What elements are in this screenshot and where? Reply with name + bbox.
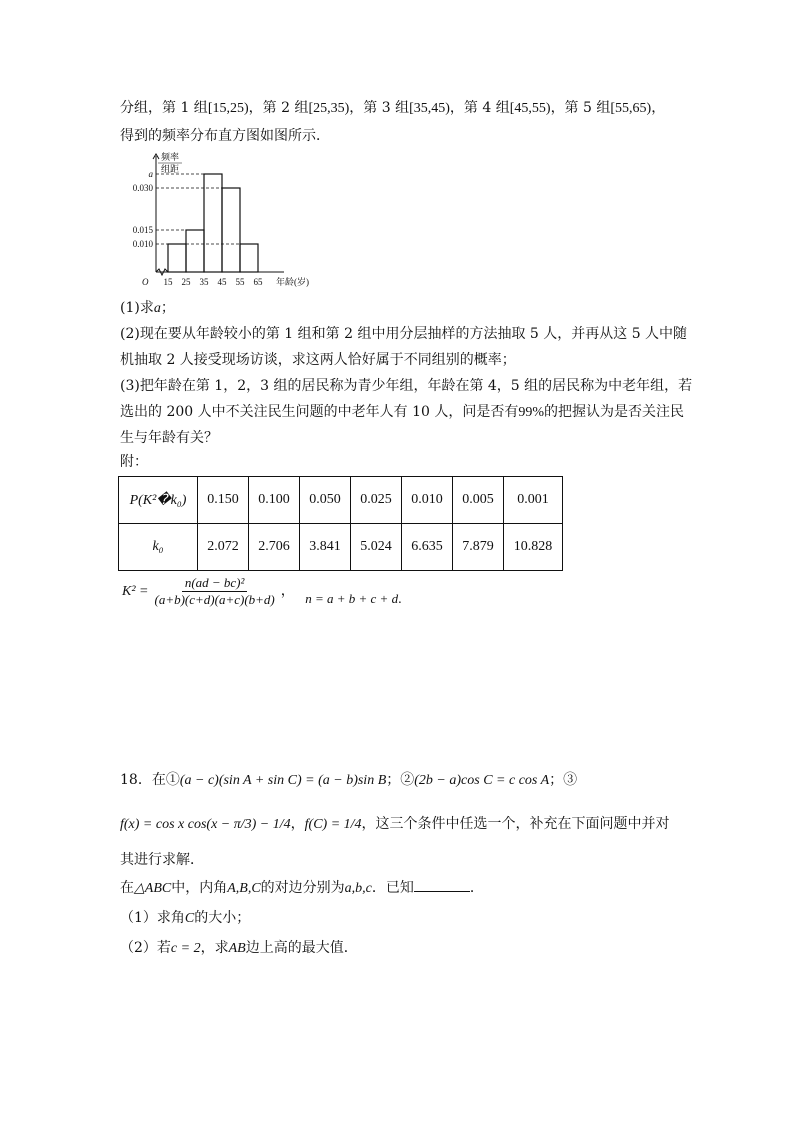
- side-c-condition: c = 2: [170, 941, 201, 956]
- table-header-k0: k₀: [119, 524, 198, 571]
- question-3-line-1: (3)把年龄在第 1，2，3 组的居民称为青少年组，年龄在第 4，5 组的居民称为中老年组，若: [120, 378, 693, 394]
- q18-condition-2: (2b − a)cos C = c cos A: [414, 773, 550, 788]
- intro-text: ，第 4 组: [449, 100, 510, 116]
- q18-text: 的大小；: [194, 910, 251, 926]
- x-tick-label: 65: [253, 277, 263, 287]
- q18-text: （1）求角: [120, 910, 185, 926]
- side-ab: AB: [228, 941, 246, 956]
- table-cell: 5.024: [351, 524, 402, 571]
- table-cell: 0.025: [351, 477, 402, 524]
- formula-n-definition: n = a + b + c + d: [305, 591, 399, 606]
- q18-sub-2: [120, 938, 358, 959]
- table-cell: 10.828: [504, 524, 563, 571]
- y-tick-label: 0.030: [132, 183, 153, 193]
- angle-c: C: [184, 911, 195, 926]
- table-cell: 2.706: [249, 524, 300, 571]
- side-names: a,b,c: [344, 881, 372, 896]
- q18-text: ．已知: [371, 880, 414, 896]
- angle-names: A,B,C: [227, 881, 261, 896]
- x-tick-label: 45: [217, 277, 227, 287]
- origin-label: O: [142, 277, 149, 287]
- q18-text: 在: [120, 880, 134, 896]
- y-axis-label-denominator: 组距: [160, 164, 180, 174]
- q3-percent: 99%: [518, 405, 545, 420]
- intro-line-2: 得到的频率分布直方图如图所示．: [120, 128, 330, 144]
- triangle-name: △ABC: [134, 881, 172, 896]
- table-cell: 7.879: [453, 524, 504, 571]
- q18-text: ；②: [386, 772, 415, 788]
- q18-text: （2）若: [120, 940, 171, 956]
- q18-function-value: f(C) = 1/4: [304, 817, 362, 832]
- formula-separator: ，: [280, 583, 295, 599]
- formula-numerator: n(ad − bc)²: [182, 575, 248, 592]
- question-2-line-1: (2)现在要从年龄较小的第 1 组和第 2 组中用分层抽样的方法抽取 5 人，并再从这 5 人中随: [120, 326, 688, 342]
- x-tick-label: 15: [163, 277, 173, 287]
- q18-text: 边上高的最大值．: [245, 940, 358, 956]
- intro-text: ，第 5 组: [550, 100, 611, 116]
- intro-text: ，第 2 组: [248, 100, 309, 116]
- chi-square-table: [118, 476, 563, 571]
- question-1: [120, 298, 175, 319]
- y-tick-label: 0.015: [132, 225, 153, 235]
- answer-blank: [414, 879, 470, 892]
- intro-line-1: [120, 98, 665, 119]
- y-axis-label-numerator: 频率: [160, 152, 180, 162]
- histogram-bar: [240, 244, 258, 272]
- frequency-histogram: [116, 152, 356, 292]
- q18-line-3: 其进行求解．: [120, 852, 204, 868]
- table-cell: 0.100: [249, 477, 300, 524]
- table-cell: 2.072: [198, 524, 249, 571]
- x-tick-label: 25: [181, 277, 191, 287]
- formula-lhs: K² =: [122, 584, 149, 599]
- q18-sub-1: [120, 908, 250, 929]
- group-interval: [55,65): [610, 101, 652, 116]
- q1-suffix: ；: [160, 300, 175, 316]
- table-cell: 0.050: [300, 477, 351, 524]
- q18-text: ；③: [549, 772, 578, 788]
- formula-end: .: [398, 592, 402, 607]
- group-interval: [15,25): [207, 101, 249, 116]
- q18-line-4: [120, 878, 484, 899]
- group-interval: [45,55): [509, 101, 551, 116]
- k-squared-formula: [122, 572, 402, 611]
- q1-prefix: (1)求: [120, 300, 154, 316]
- q18-text: ．: [469, 880, 484, 896]
- q18-text: ，这三个条件中任选一个，补充在下面问题中并对: [361, 816, 670, 832]
- group-interval: [35,45): [409, 101, 450, 116]
- histogram-bar: [222, 188, 240, 272]
- group-interval: [25,35): [308, 101, 350, 116]
- q3-text: 的把握认为是否关注民: [544, 404, 685, 420]
- intro-text: 分组，第 1 组: [120, 100, 208, 116]
- question-3-line-2: [120, 402, 684, 423]
- question-3-line-3: 生与年龄有关？: [120, 430, 218, 446]
- q18-text: 18．在①: [120, 772, 180, 788]
- x-axis-label: 年龄(岁): [276, 277, 309, 287]
- y-tick-label: a: [148, 169, 153, 179]
- table-cell: 0.005: [453, 477, 504, 524]
- x-tick-label: 55: [235, 277, 245, 287]
- table-cell: 3.841: [300, 524, 351, 571]
- table-cell: 0.150: [198, 477, 249, 524]
- q1-variable: a: [153, 301, 161, 316]
- table-cell: 6.635: [402, 524, 453, 571]
- q18-line-2: [120, 814, 670, 835]
- table-cell: 0.010: [402, 477, 453, 524]
- q18-text: 的对边分别为: [260, 880, 345, 896]
- intro-text: ，第 3 组: [349, 100, 410, 116]
- table-row: [119, 477, 563, 524]
- formula-fraction: [151, 575, 277, 608]
- q3-text: 选出的 200 人中不关注民生问题的中老年人有 10 人，问是否有: [120, 404, 519, 420]
- q18-line-1: [120, 770, 577, 791]
- intro-text: ，: [651, 100, 666, 116]
- formula-denominator: (a+b)(c+d)(a+c)(b+d): [154, 591, 275, 607]
- q18-text: ，: [290, 816, 305, 832]
- appendix-label: 附：: [120, 454, 148, 470]
- histogram-bar: [168, 244, 186, 272]
- table-cell: 0.001: [504, 477, 563, 524]
- q18-condition-1: (a − c)(sin A + sin C) = (a − b)sin B: [179, 773, 387, 788]
- histogram-bar: [204, 174, 222, 272]
- y-tick-label: 0.010: [132, 239, 153, 249]
- histogram-bar: [186, 230, 204, 272]
- table-row: [119, 524, 563, 571]
- table-header-probability: P(K²�k₀): [119, 477, 198, 524]
- x-tick-label: 35: [199, 277, 209, 287]
- question-2-line-2: 机抽取 2 人接受现场访谈，求这两人恰好属于不同组别的概率；: [120, 352, 516, 368]
- q18-function: f(x) = cos x cos(x − π/3) − 1/4: [120, 817, 291, 832]
- q18-text: 中，内角: [171, 880, 228, 896]
- q18-text: ，求: [200, 940, 229, 956]
